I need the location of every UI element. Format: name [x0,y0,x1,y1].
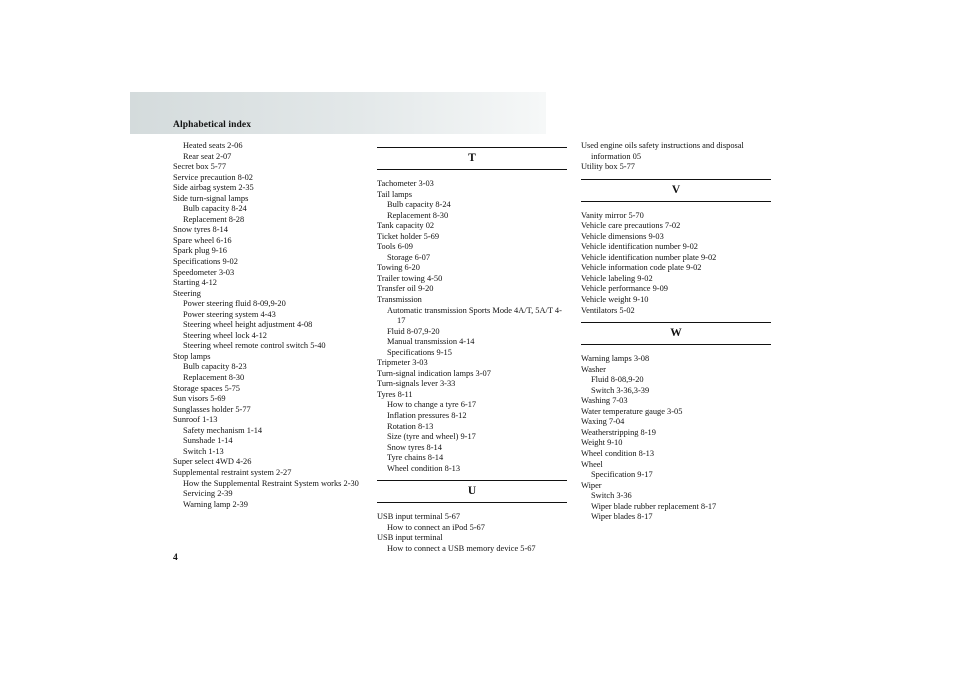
index-subentry: Power steering fluid 8-09,9-20 [183,299,286,309]
index-subentry: Switch 3-36 [591,491,632,501]
index-column-3 [581,141,771,523]
index-entry: Super select 4WD 4-26 [173,457,252,467]
index-subentry: How the Supplemental Restraint System works 2-30 [183,478,359,488]
index-entry: Vehicle performance 9-09 [581,284,668,294]
index-subentry: Automatic transmission Sports Mode 4A/T, 5A/T 4-17 [387,305,562,326]
index-subentry: Wiper blade rubber replacement 8-17 [591,501,717,511]
index-subentry: Specification 9-17 [591,470,653,480]
index-entry: Utility box 5-77 [581,162,635,172]
index-subentry: Replacement 8-30 [183,373,245,383]
index-entry: Side airbag system 2-35 [173,183,254,193]
index-subentry: Steering wheel remote control switch 5-40 [183,341,326,351]
page-number: 4 [173,553,178,563]
index-entry: Tachometer 3-03 [377,179,434,188]
index-subentry: Rotation 8-13 [387,421,434,431]
index-subentry: Wiper blades 8-17 [591,512,653,522]
index-entry: Vehicle identification number plate 9-02 [581,252,717,262]
section-letter-heading: W [581,322,771,345]
index-entry: Specifications 9-02 [173,257,238,267]
index-entry: Service precaution 8-02 [173,172,253,182]
index-entry: Towing 6-20 [377,263,420,273]
section-letter-heading: U [377,480,567,503]
index-entry: Snow tyres 8-14 [173,225,228,235]
index-entry: Tail lamps [377,189,412,199]
index-entry: Spare wheel 6-16 [173,235,232,245]
index-entry: Turn-signal indication lamps 3-07 [377,368,491,378]
index-entry: Side turn-signal lamps [173,193,249,203]
index-entry: Ticket holder 5-69 [377,231,440,241]
index-entry: Steering [173,288,201,298]
index-subentry: Safety mechanism 1-14 [183,425,263,435]
index-entry: Warning lamps 3-08 [581,354,650,364]
index-entry: Vanity mirror 5-70 [581,210,644,220]
index-entry: Stop lamps [173,351,211,361]
index-entry: Sunroof 1-13 [173,415,218,425]
index-subentry: Rear seat 2-07 [183,151,232,161]
index-entry: Vehicle care precautions 7-02 [581,221,681,231]
index-subentry: Switch 1-13 [183,446,224,456]
index-entry: Ventilators 5-02 [581,305,635,315]
index-subentry: Servicing 2-39 [183,489,233,499]
section-letter-heading: T [377,147,567,170]
index-entry: Secret box 5-77 [173,162,227,172]
index-entry: Turn-signals lever 3-33 [377,379,456,389]
index-entry: Spark plug 9-16 [173,246,227,256]
index-subentry: Replacement 8-28 [183,214,245,224]
index-column-2 [377,147,567,555]
index-subentry: How to connect a USB memory device 5-67 [387,543,536,553]
index-subentry: Size (tyre and wheel) 9-17 [387,432,476,442]
index-subentry: Steering wheel height adjustment 4-08 [183,320,313,330]
index-entry: Wheel condition 8-13 [581,449,655,459]
index-entry: Washing 7-03 [581,396,628,406]
index-entry: Vehicle weight 9-10 [581,295,649,305]
index-entry: Washer [581,364,606,374]
index-entry: Weatherstripping 8-19 [581,427,656,437]
index-entry: Tripmeter 3-03 [377,358,428,368]
index-entry: Waxing 7-04 [581,417,625,427]
index-entry: Vehicle information code plate 9-02 [581,263,702,273]
index-subentry: Tyre chains 8-14 [387,453,444,463]
index-subentry: How to change a tyre 6-17 [387,400,477,410]
index-entry: Tank capacity 02 [377,221,435,231]
index-entry: Water temperature gauge 3-05 [581,406,683,416]
index-subentry: Storage 6-07 [387,252,431,262]
index-entry: Trailer towing 4-50 [377,273,443,283]
index-subentry: Snow tyres 8-14 [387,442,442,452]
index-subentry: Switch 3-36,3-39 [591,385,650,395]
index-subentry: Bulb capacity 8-23 [183,362,247,372]
index-subentry: Steering wheel lock 4-12 [183,330,267,340]
index-subentry: Bulb capacity 8-24 [387,200,451,210]
section-letter-heading: V [581,179,771,202]
index-entry: USB input terminal [377,533,443,543]
index-subentry: Warning lamp 2-39 [183,499,248,509]
index-subentry: Power steering system 4-43 [183,309,276,319]
index-subentry: Wheel condition 8-13 [387,463,461,473]
index-column-1 [173,141,363,510]
index-entry: Tools 6-09 [377,242,413,252]
index-subentry: Fluid 8-07,9-20 [387,326,440,336]
index-entry: Used engine oils safety instructions and disposal information 05 [581,141,744,161]
index-entry: Transfer oil 9-20 [377,284,434,294]
index-entry: Starting 4-12 [173,278,217,288]
index-entry: USB input terminal 5-67 [377,512,461,522]
index-entry: Sunglasses holder 5-77 [173,404,251,414]
page-title: Alphabetical index [173,120,252,130]
index-subentry: Manual transmission 4-14 [387,337,475,347]
index-entry: Speedometer 3-03 [173,267,235,277]
index-entry: Supplemental restraint system 2-27 [173,467,292,477]
index-entry: Weight 9-10 [581,438,623,448]
index-subentry: Heated seats 2-06 [183,141,243,150]
index-entry: Wiper [581,480,602,490]
index-entry: Storage spaces 5-75 [173,383,240,393]
index-subentry: Bulb capacity 8-24 [183,204,247,214]
index-entry: Tyres 8-11 [377,389,413,399]
index-entry: Wheel [581,459,603,469]
index-subentry: Inflation pressures 8-12 [387,411,467,421]
index-subentry: Specifications 9-15 [387,347,452,357]
index-entry: Transmission [377,295,422,305]
index-subentry: How to connect an iPod 5-67 [387,522,485,532]
index-subentry: Replacement 8-30 [387,210,449,220]
index-entry: Sun visors 5-69 [173,394,226,404]
index-entry: Vehicle labeling 9-02 [581,273,653,283]
index-subentry: Sunshade 1-14 [183,436,233,446]
index-entry: Vehicle dimensions 9-03 [581,231,664,241]
index-entry: Vehicle identification number 9-02 [581,242,698,252]
index-subentry: Fluid 8-08,9-20 [591,375,644,385]
